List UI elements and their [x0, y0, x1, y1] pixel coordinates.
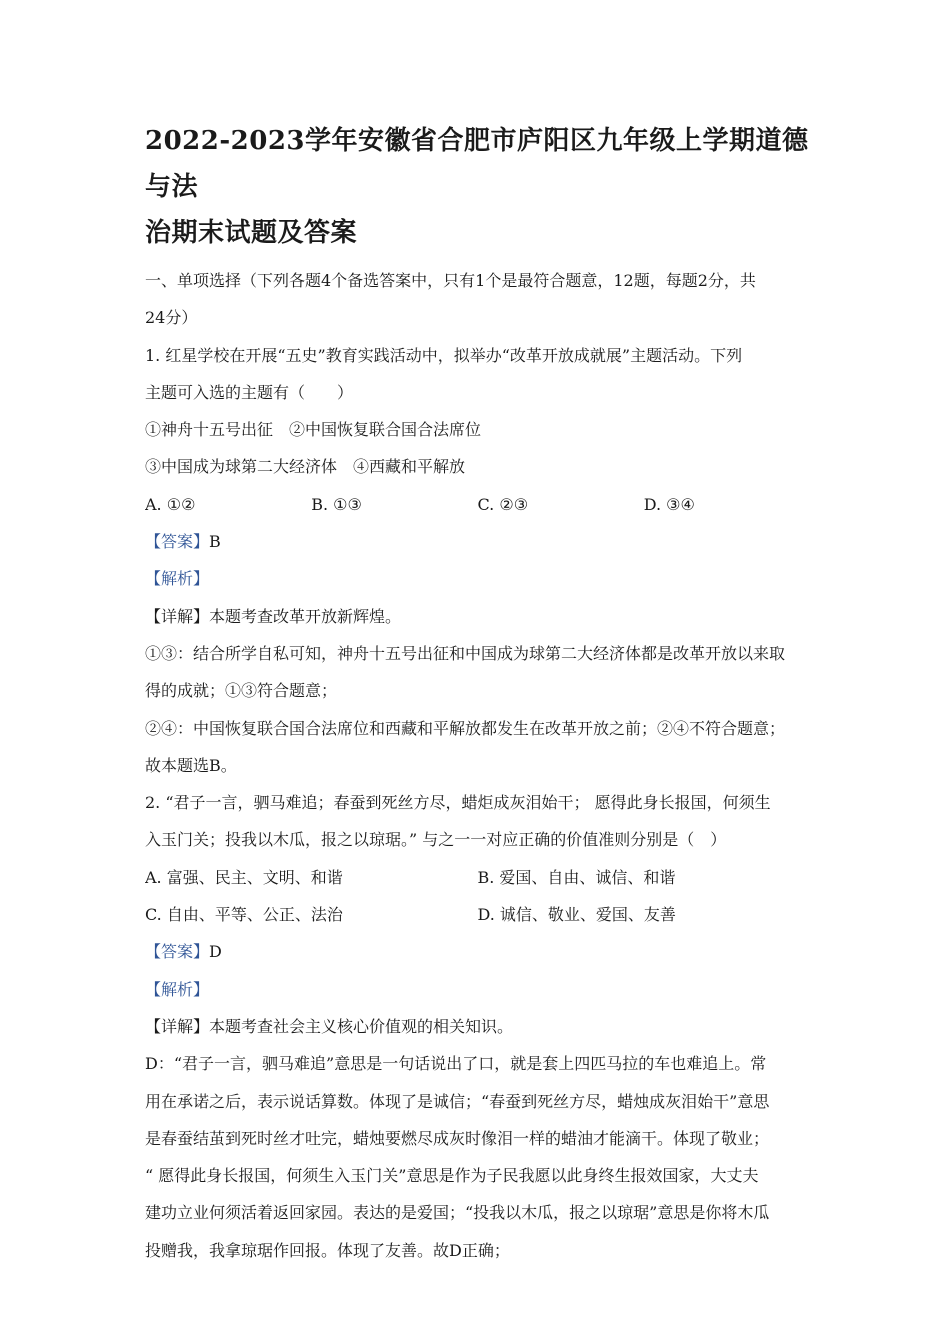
q1-explain-line-1: ①③：结合所学自私可知，神舟十五号出征和中国成为球第二大经济体都是改革开放以来取 — [145, 643, 786, 663]
q2-explain-line-2: 用在承诺之后，表示说话算数。体现了是诚信；“春蚕到死丝方尽，蜡烛成灰泪始干”意思 — [145, 1091, 770, 1111]
q2-explain-line-4: “ 愿得此身长报国，何须生入玉门关”意思是作为子民我愿以此身终生报效国家，大丈夫 — [145, 1166, 759, 1186]
q1-items-line-1: ①神舟十五号出征 ②中国恢复联合国合法席位 — [145, 420, 482, 440]
q1-option-d: D. ③④ — [643, 494, 695, 514]
q1-detail — [145, 598, 810, 635]
title-line-2: 治期末试题及答案 — [145, 218, 358, 248]
q2-option-a: A. 富强、民主、文明、和谐 — [145, 867, 343, 887]
document-title — [145, 118, 810, 256]
q1-stem-line-2: 主题可入选的主题有（ ） — [145, 382, 354, 402]
q2-answer — [145, 933, 810, 970]
q1-analysis-tag: 【解析】 — [145, 569, 210, 589]
q2-answer-value: D — [209, 942, 222, 962]
section-instruction-line-1: 一、单项选择（下列各题4个备选答案中，只有1个是最符合题意，12题，每题2分，共 — [145, 271, 756, 290]
q1-detail-tag: 【详解】 — [145, 606, 210, 626]
q1-options — [145, 486, 810, 523]
q2-analysis-tag: 【解析】 — [145, 979, 210, 999]
q2-explain-line-3: 是春蚕结茧到死时丝才吐完，蜡烛要燃尽成灰时像泪一样的蜡油才能滴干。体现了敬业； — [145, 1128, 770, 1148]
q2-detail-tag: 【详解】 — [145, 1016, 210, 1036]
q2-option-b: B. 爱国、自由、诚信、和谐 — [477, 867, 676, 887]
q1-items-line-2: ③中国成为球第二大经济体 ④西藏和平解放 — [145, 457, 466, 477]
q2-explain-line-5: 建功立业何须活着返回家园。表达的是爱国；“投我以木瓜，报之以琼琚”意思是你将木瓜 — [145, 1203, 770, 1223]
q2-options-row-1 — [145, 859, 810, 896]
q1-detail-text: 本题考查改革开放新辉煌。 — [209, 606, 402, 626]
q2-stem-line-1: 2. “君子一言，驷马难追；春蚕到死丝方尽，蜡炬成灰泪始干； 愿得此身长报国，何须生 — [145, 793, 771, 813]
section-instruction-line-2: 24分） — [145, 308, 198, 328]
q2-option-c: C. 自由、平等、公正、法治 — [145, 905, 343, 925]
q1-option-a: A. ①② — [145, 494, 196, 514]
q1-explain-line-3: ②④：中国恢复联合国合法席位和西藏和平解放都发生在改革开放之前；②④不符合题意； — [145, 718, 786, 738]
q2-options-row-2 — [145, 896, 810, 933]
q1-explain-line-2: 得的成就；①③符合题意； — [145, 681, 338, 701]
q2-option-d: D. 诚信、敬业、爱国、友善 — [477, 905, 676, 925]
q2-explain-line-1: D：“君子一言，驷马难追”意思是一句话说出了口，就是套上四匹马拉的车也难追上。常 — [145, 1054, 767, 1074]
title-line-1: 2022-2023学年安徽省合肥市庐阳区九年级上学期道德与法 — [145, 126, 809, 202]
q2-detail-text: 本题考查社会主义核心价值观的相关知识。 — [209, 1016, 514, 1036]
q1-option-c: C. ②③ — [477, 494, 529, 514]
q1-answer-value: B — [209, 532, 221, 552]
q2-answer-tag: 【答案】 — [145, 942, 210, 962]
q2-explain-line-6: 投赠我，我拿琼琚作回报。体现了友善。故D正确； — [145, 1240, 510, 1260]
document-page — [145, 118, 810, 1269]
q2-stem-line-2: 入玉门关；投我以木瓜，报之以琼琚。” 与之一一对应正确的价值准则分别是（ ） — [145, 830, 727, 850]
q1-answer — [145, 523, 810, 560]
q1-explain-line-4: 故本题选B。 — [145, 755, 237, 775]
q1-answer-tag: 【答案】 — [145, 532, 210, 552]
q2-detail — [145, 1008, 810, 1045]
q1-stem-line-1: 1. 红星学校在开展“五史”教育实践活动中，拟举办“改革开放成就展”主题活动。下列 — [145, 345, 743, 365]
q1-option-b: B. ①③ — [311, 494, 362, 514]
